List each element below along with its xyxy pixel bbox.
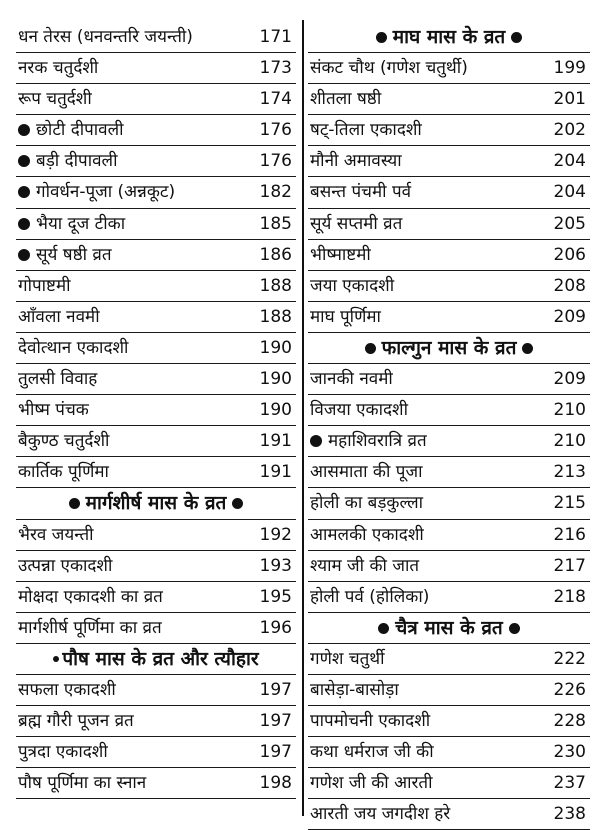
bullet-icon (378, 623, 389, 634)
month-section-header (16, 488, 296, 519)
entry-title: ब्रह्म गौरी पूजन व्रत (18, 711, 134, 732)
entry-page-number: 228 (553, 711, 586, 732)
entry-title: कार्तिक पूर्णिमा (18, 462, 109, 483)
index-entry (308, 364, 590, 395)
entry-title: सफला एकादशी (18, 679, 116, 700)
left-column (16, 22, 296, 799)
bullet-icon (18, 218, 30, 230)
index-entry (16, 364, 296, 395)
entry-title: भैया दूज टीका (36, 213, 126, 234)
index-entry (16, 209, 296, 240)
entry-page-number: 204 (553, 182, 586, 203)
entry-page-number: 196 (259, 617, 292, 638)
entry-page-number: 204 (553, 151, 586, 172)
bullet-icon (18, 155, 30, 167)
index-entry (308, 240, 590, 271)
entry-title: भीष्माष्टमी (310, 244, 371, 265)
entry-page-number: 210 (553, 400, 586, 421)
entry-page-number: 192 (259, 524, 292, 545)
entry-page-number: 173 (259, 58, 292, 79)
month-section-header (16, 644, 296, 675)
entry-title: गोवर्धन-पूजा (अन्नकूट) (36, 182, 176, 203)
entry-title: नरक चतुर्दशी (18, 58, 99, 79)
entry-page-number: 197 (259, 742, 292, 763)
entry-title: माघ पूर्णिमा (310, 306, 381, 327)
entry-page-number: 217 (553, 555, 586, 576)
bullet-icon (365, 343, 376, 354)
index-entry (16, 675, 296, 706)
entry-page-number: 201 (553, 89, 586, 110)
index-entry (16, 177, 296, 208)
entry-title: छोटी दीपावली (36, 120, 124, 141)
bullet-icon (376, 32, 387, 43)
entry-title: मोक्षदा एकादशी का व्रत (18, 586, 163, 607)
entry-title: सूर्य षष्ठी व्रत (36, 244, 112, 265)
entry-page-number: 191 (259, 462, 292, 483)
bullet-icon (18, 186, 30, 198)
entry-title: बसन्त पंचमी पर्व (310, 182, 412, 203)
index-entry (308, 799, 590, 830)
section-header-label: चैत्र मास के व्रत (395, 616, 503, 639)
entry-page-number: 190 (259, 400, 292, 421)
entry-title: उत्पन्ना एकादशी (18, 555, 113, 576)
index-entry (308, 457, 590, 488)
entry-page-number: 218 (553, 586, 586, 607)
entry-page-number: 210 (553, 431, 586, 452)
entry-title: जया एकादशी (310, 275, 395, 296)
entry-title: तुलसी विवाह (18, 369, 98, 390)
entry-page-number: 237 (553, 773, 586, 794)
index-entry (308, 706, 590, 737)
index-entry (16, 520, 296, 551)
entry-page-number: 191 (259, 431, 292, 452)
entry-page-number: 197 (259, 679, 292, 700)
entry-title: आसमाता की पूजा (310, 462, 423, 483)
section-header-label: फाल्गुन मास के व्रत (381, 336, 517, 359)
index-entry (16, 551, 296, 582)
entry-title: धन तेरस (धनवन्तरि जयन्ती) (18, 27, 193, 47)
month-section-header (308, 333, 590, 364)
entry-title: आमलकी एकादशी (310, 524, 424, 545)
index-entry (308, 582, 590, 613)
entry-page-number: 198 (259, 773, 292, 794)
index-entry (16, 271, 296, 302)
index-entry (16, 333, 296, 364)
section-header-label: पौष मास के व्रत और त्यौहार (62, 647, 259, 670)
entry-page-number: 209 (553, 369, 586, 390)
section-header-label: माघ मास के व्रत (392, 26, 506, 48)
month-section-header (308, 22, 590, 53)
index-entry (308, 271, 590, 302)
entry-title: आरती जय जगदीश हरे (310, 804, 451, 825)
entry-title: बड़ी दीपावली (36, 151, 118, 172)
entry-title: गोपाष्टमी (18, 275, 71, 296)
index-entry (16, 768, 296, 799)
index-entry (16, 22, 296, 53)
entry-page-number: 176 (259, 151, 292, 172)
index-entry (308, 768, 590, 799)
entry-title: बासेड़ा-बासोड़ा (310, 679, 399, 700)
entry-title: मार्गशीर्ष पूर्णिमा का व्रत (18, 617, 162, 638)
index-entry (308, 426, 590, 457)
entry-title: संकट चौथ (गणेश चतुर्थी) (310, 58, 468, 79)
index-entry (308, 302, 590, 333)
index-entry (16, 737, 296, 768)
index-entry (308, 488, 590, 519)
index-entry (16, 582, 296, 613)
entry-page-number: 186 (259, 244, 292, 265)
bullet-icon (509, 623, 520, 634)
entry-page-number: 199 (553, 58, 586, 79)
index-entry (308, 84, 590, 115)
entry-page-number: 197 (259, 711, 292, 732)
entry-title: भीष्म पंचक (18, 400, 89, 421)
index-entry (308, 209, 590, 240)
bullet-icon (310, 435, 322, 447)
entry-page-number: 190 (259, 337, 292, 358)
entry-title: सूर्य सप्तमी व्रत (310, 213, 403, 234)
entry-page-number: 182 (259, 182, 292, 203)
index-entry (16, 302, 296, 333)
entry-title: देवोत्थान एकादशी (18, 337, 129, 358)
index-entry (308, 53, 590, 84)
index-entry (16, 706, 296, 737)
right-column (308, 22, 590, 830)
index-entry (308, 177, 590, 208)
entry-page-number: 238 (553, 804, 586, 825)
entry-page-number: 188 (259, 306, 292, 327)
entry-title: गणेश चतुर्थी (310, 648, 385, 669)
entry-title: विजया एकादशी (310, 400, 408, 421)
entry-page-number: 216 (553, 524, 586, 545)
bullet-icon (18, 124, 30, 136)
entry-page-number: 193 (259, 555, 292, 576)
index-entry (308, 737, 590, 768)
entry-page-number: 226 (553, 679, 586, 700)
entry-page-number: 202 (553, 120, 586, 141)
index-entry (16, 395, 296, 426)
bullet-icon (18, 249, 30, 261)
bullet-icon (69, 498, 80, 509)
entry-page-number: 185 (259, 213, 292, 234)
entry-page-number: 230 (553, 742, 586, 763)
month-section-header (308, 613, 590, 644)
index-entry (16, 457, 296, 488)
entry-title: होली पर्व (होलिका) (310, 586, 430, 607)
entry-page-number: 171 (259, 27, 292, 47)
entry-page-number: 206 (553, 244, 586, 265)
column-divider (302, 20, 304, 816)
index-entry (16, 240, 296, 271)
bullet-icon (232, 498, 243, 509)
index-entry (16, 115, 296, 146)
entry-title: आँवला नवमी (18, 306, 100, 327)
entry-title: बैकुण्ठ चतुर्दशी (18, 431, 110, 452)
index-entry (308, 675, 590, 706)
index-entry (308, 551, 590, 582)
entry-page-number: 205 (553, 213, 586, 234)
index-entry (16, 146, 296, 177)
section-header-label: मार्गशीर्ष मास के व्रत (85, 492, 227, 515)
bullet-icon (53, 656, 59, 662)
entry-page-number: 222 (553, 648, 586, 669)
index-entry (308, 520, 590, 551)
entry-page-number: 195 (259, 586, 292, 607)
entry-page-number: 215 (553, 493, 586, 514)
index-entry (16, 426, 296, 457)
entry-title: श्याम जी की जात (310, 555, 420, 576)
entry-page-number: 213 (553, 462, 586, 483)
entry-title: षट्-तिला एकादशी (310, 120, 422, 141)
entry-title: कथा धर्मराज जी की (310, 742, 434, 763)
entry-title: पापमोचनी एकादशी (310, 711, 431, 732)
index-entry (16, 613, 296, 644)
entry-page-number: 209 (553, 306, 586, 327)
index-entry (16, 53, 296, 84)
index-entry (308, 644, 590, 675)
entry-title: मौनी अमावस्या (310, 151, 402, 172)
index-entry (308, 146, 590, 177)
index-entry (308, 115, 590, 146)
index-entry (16, 84, 296, 115)
entry-title: पुत्रदा एकादशी (18, 742, 108, 763)
entry-page-number: 188 (259, 275, 292, 296)
entry-title: जानकी नवमी (310, 369, 393, 390)
index-entry (308, 395, 590, 426)
entry-title: महाशिवरात्रि व्रत (328, 431, 427, 452)
bullet-icon (511, 32, 522, 43)
entry-page-number: 174 (259, 89, 292, 110)
entry-page-number: 176 (259, 120, 292, 141)
entry-page-number: 208 (553, 275, 586, 296)
bullet-icon (522, 343, 533, 354)
entry-title: रूप चतुर्दशी (18, 89, 92, 110)
entry-title: पौष पूर्णिमा का स्नान (18, 773, 147, 794)
entry-page-number: 190 (259, 369, 292, 390)
entry-title: भैरव जयन्ती (18, 524, 94, 545)
entry-title: शीतला षष्ठी (310, 89, 382, 110)
entry-title: गणेश जी की आरती (310, 773, 433, 794)
entry-title: होली का बड़कुल्ला (310, 493, 424, 514)
